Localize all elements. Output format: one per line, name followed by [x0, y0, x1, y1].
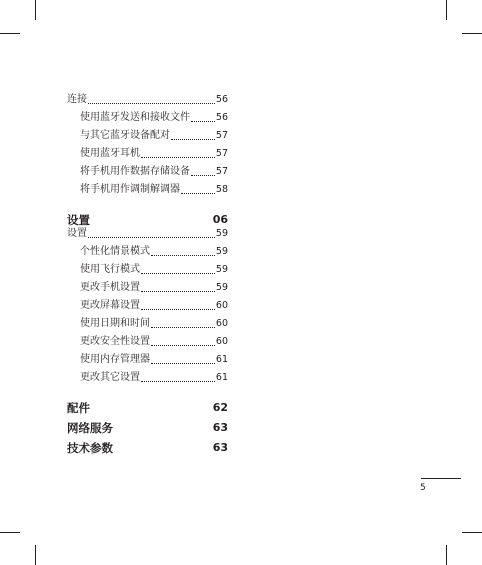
toc-section-page: 62 [212, 401, 228, 414]
toc-entry-label: 连接 [67, 94, 87, 105]
toc-entry[interactable] [67, 178, 228, 196]
toc-section-label: 配件 [67, 401, 90, 415]
toc-section-label: 技术参数 [67, 441, 113, 455]
toc-entry-label: 使用蓝牙耳机 [80, 148, 140, 159]
toc-entry-page: 56 [215, 112, 228, 123]
crop-mark [462, 532, 482, 533]
table-of-contents [67, 88, 228, 454]
toc-entry[interactable] [67, 348, 228, 366]
toc-entry[interactable] [67, 330, 228, 348]
toc-entry-page: 59 [215, 264, 228, 275]
toc-entry[interactable] [67, 294, 228, 312]
toc-entry-label: 将手机用作数据存储设备 [80, 166, 190, 177]
dot-leader [181, 193, 215, 194]
toc-entry-label: 更改手机设置 [80, 282, 140, 293]
toc-section-page: 63 [212, 441, 228, 454]
page-number: 5 [420, 483, 426, 493]
toc-section-heading[interactable] [67, 414, 228, 434]
toc-entry-page: 59 [215, 246, 228, 257]
toc-entry-label: 更改屏幕设置 [80, 300, 140, 311]
toc-entry[interactable] [67, 160, 228, 178]
toc-entry-label: 更改其它设置 [80, 372, 140, 383]
toc-entry-label: 更改安全性设置 [80, 336, 150, 347]
toc-entry[interactable] [67, 258, 228, 276]
toc-entry-label: 与其它蓝牙设备配对 [80, 130, 170, 141]
toc-entry-page: 60 [215, 300, 228, 311]
crop-mark [446, 0, 447, 20]
toc-entry-page: 58 [215, 184, 228, 195]
toc-section-page: 06 [212, 213, 228, 226]
crop-mark [35, 0, 36, 20]
dot-leader [191, 175, 215, 176]
toc-entry-page: 59 [215, 228, 228, 239]
toc-entry[interactable] [67, 312, 228, 330]
crop-mark [35, 545, 36, 565]
toc-entry-page: 61 [215, 354, 228, 365]
toc-section-label: 网络服务 [67, 421, 113, 435]
toc-entry[interactable] [67, 142, 228, 160]
dot-leader [141, 309, 215, 310]
toc-section-page: 63 [212, 421, 228, 434]
dot-leader [88, 103, 215, 104]
toc-entry-label: 使用蓝牙发送和接收文件 [80, 112, 190, 123]
toc-entry-label: 使用飞行模式 [80, 264, 140, 275]
dot-leader [151, 255, 215, 256]
toc-entry-page: 57 [215, 148, 228, 159]
toc-entry-page: 59 [215, 282, 228, 293]
toc-entry-page: 57 [215, 166, 228, 177]
dot-leader [191, 121, 215, 122]
toc-entry[interactable] [67, 240, 228, 258]
toc-section-heading[interactable] [67, 206, 228, 226]
dot-leader [141, 381, 215, 382]
toc-section-heading[interactable] [67, 434, 228, 454]
toc-entry[interactable] [67, 226, 228, 240]
toc-entry-page: 56 [215, 94, 228, 105]
dot-leader [88, 237, 215, 238]
dot-leader [151, 363, 215, 364]
toc-entry[interactable] [67, 366, 228, 384]
toc-entry-label: 将手机用作调制解调器 [80, 184, 180, 195]
toc-section-label: 设置 [67, 213, 90, 227]
toc-entry-page: 60 [215, 318, 228, 329]
page-number-rule [421, 478, 461, 479]
toc-section-heading[interactable] [67, 394, 228, 414]
toc-entry[interactable] [67, 124, 228, 142]
crop-mark [462, 33, 482, 34]
dot-leader [141, 273, 215, 274]
toc-entry-page: 57 [215, 130, 228, 141]
crop-mark [0, 532, 20, 533]
toc-entry[interactable] [67, 106, 228, 124]
toc-entry[interactable] [67, 276, 228, 294]
dot-leader [151, 345, 215, 346]
toc-entry-page: 60 [215, 336, 228, 347]
toc-entry-label: 个性化情景模式 [80, 246, 150, 257]
dot-leader [141, 291, 215, 292]
toc-entry[interactable] [67, 88, 228, 106]
toc-entry-label: 设置 [67, 228, 87, 239]
dot-leader [151, 327, 215, 328]
crop-mark [446, 545, 447, 565]
toc-entry-label: 使用日期和时间 [80, 318, 150, 329]
dot-leader [141, 157, 215, 158]
toc-entry-page: 61 [215, 372, 228, 383]
crop-mark [0, 33, 20, 34]
toc-entry-label: 使用内存管理器 [80, 354, 150, 365]
dot-leader [171, 139, 215, 140]
